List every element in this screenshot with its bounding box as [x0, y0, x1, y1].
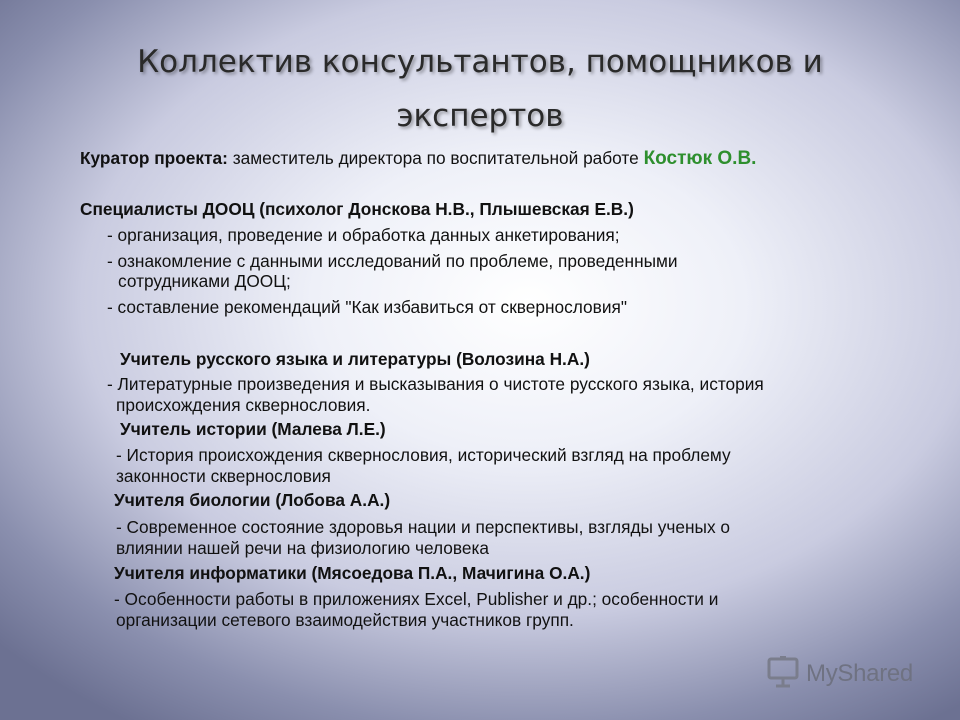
history-teacher-heading: Учитель истории (Малева Л.Е.) [120, 419, 386, 439]
informatics-teachers-line-1: - Особенности работы в приложениях Excel, Publisher и др.; особенности и [114, 589, 719, 609]
informatics-teachers-heading: Учителя информатики (Мясоедова П.А., Мачигина О.А.) [114, 563, 591, 583]
russian-teacher-heading: Учитель русского языка и литературы (Волозина Н.А.) [120, 349, 590, 369]
specialists-item-1: - организация, проведение и обработка данных анкетирования; [107, 225, 620, 245]
specialists-heading: Специалисты ДООЦ (психолог Донскова Н.В., Плышевская Е.В.) [80, 199, 634, 219]
russian-teacher-line-2: происхождения сквернословия. [116, 395, 371, 415]
curator-text: заместитель директора по воспитательной работе [227, 148, 644, 168]
informatics-teachers-line-2: организации сетевого взаимодействия участников групп. [116, 610, 574, 630]
history-teacher-line-2: законности сквернословия [116, 466, 331, 486]
slide-title-line2: экспертов [396, 98, 564, 134]
curator-label: Куратор проекта: [80, 148, 228, 168]
biology-teachers-line-2: влиянии нашей речи на физиологию человека [116, 538, 490, 558]
watermark-brand: MyShared [806, 660, 913, 687]
presentation-board-icon [766, 655, 800, 694]
specialists-item-2: - ознакомление с данными исследований по проблеме, проведенными [107, 251, 678, 271]
biology-teachers-heading: Учителя биологии (Лобова А.А.) [114, 490, 391, 510]
history-teacher-line-1: - История происхождения сквернословия, исторический взгляд на проблему [116, 445, 731, 465]
myshared-watermark [766, 656, 913, 692]
curator-line [80, 148, 756, 169]
biology-teachers-line-1: - Современное состояние здоровья нации и перспективы, взгляды ученых о [116, 517, 731, 537]
specialists-item-3: - составление рекомендаций "Как избавиться от сквернословия" [107, 297, 627, 317]
curator-name: Костюк О.В. [643, 148, 757, 169]
specialists-item-2-cont: сотрудниками ДООЦ; [118, 271, 291, 291]
slide-title-line1: Коллектив консультантов, помощников и [137, 44, 823, 80]
russian-teacher-line-1: - Литературные произведения и высказывания о чистоте русского языка, история [107, 374, 764, 394]
